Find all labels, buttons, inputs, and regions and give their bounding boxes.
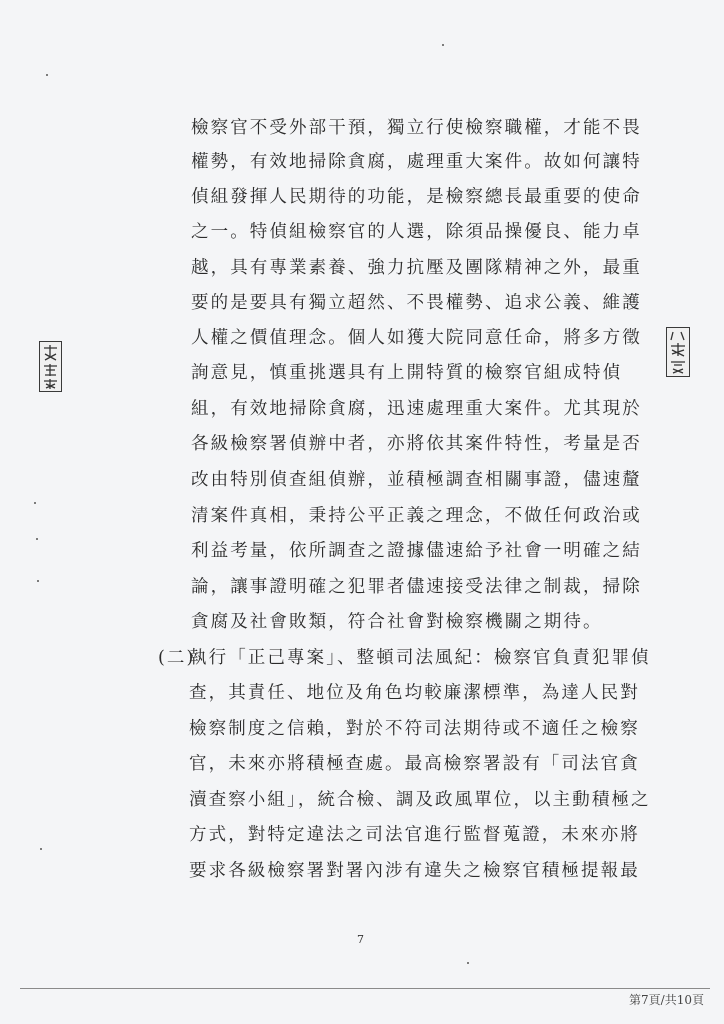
scan-speck	[36, 538, 38, 540]
text-line: 官，未來亦將積極查處。最高檢察署設有「司法官貪	[189, 754, 640, 774]
scan-speck	[467, 962, 469, 964]
text-line: 檢察官不受外部干預，獨立行使檢察職權，才能不畏	[191, 118, 642, 138]
text-line: 詢意見，慎重挑選具有上開特質的檢察官組成特偵	[191, 363, 623, 383]
seal-stamp-left	[39, 341, 62, 392]
text-line: 貪腐及社會敗類，符合社會對檢察機關之期待。	[191, 612, 603, 632]
scan-speck	[46, 74, 48, 76]
scan-speck	[37, 580, 39, 582]
text-line: 組，有效地掃除貪腐，迅速處理重大案件。尤其現於	[191, 399, 642, 419]
text-line: 方式，對特定違法之司法官進行監督蒐證，未來亦將	[189, 825, 640, 845]
footer-divider	[20, 988, 710, 989]
text-line: 改由特別偵查組偵辦，並積極調查相關事證，儘速釐	[191, 470, 642, 490]
item-label: (二)	[158, 648, 196, 668]
text-line: 清案件真相，秉持公平正義之理念，不做任何政治或	[191, 506, 642, 526]
scan-speck	[34, 502, 36, 504]
text-line: 瀆查察小組」，統合檢、調及政風單位，以主動積極之	[189, 790, 651, 810]
scan-speck	[442, 44, 444, 46]
text-line: 之一。特偵組檢察官的人選，除須品操優良、能力卓	[191, 222, 642, 242]
text-line: 查，其責任、地位及角色均較廉潔標準，為達人民對	[189, 683, 640, 703]
text-line: 執行「正己專案」、整頓司法風紀：檢察官負責犯罪偵	[189, 648, 651, 668]
seal-icon	[40, 342, 61, 391]
seal-icon	[667, 328, 689, 376]
scan-speck	[40, 848, 42, 850]
text-line: 偵組發揮人民期待的功能，是檢察總長最重要的使命	[191, 187, 642, 207]
text-line: 人權之價值理念。個人如獲大院同意任命，將多方徵	[191, 328, 642, 348]
page-count-footer: 第7頁/共10頁	[629, 993, 704, 1007]
text-line: 要求各級檢察署對署內涉有違失之檢察官積極提報最	[189, 861, 640, 881]
text-line: 檢察制度之信賴，對於不符司法期待或不適任之檢察	[189, 719, 640, 739]
text-line: 權勢，有效地掃除貪腐，處理重大案件。故如何讓特	[191, 152, 642, 172]
text-line: 論，讓事證明確之犯罪者儘速接受法律之制裁，掃除	[191, 577, 642, 597]
page-number: 7	[357, 933, 364, 946]
text-line: 要的是要具有獨立超然、不畏權勢、追求公義、維護	[191, 293, 642, 313]
seal-stamp-right	[666, 327, 690, 377]
text-line: 利益考量，依所調查之證據儘速給予社會一明確之結	[191, 541, 642, 561]
text-line: 越，具有專業素養、強力抗壓及團隊精神之外，最重	[191, 258, 642, 278]
text-line: 各級檢察署偵辦中者，亦將依其案件特性，考量是否	[191, 434, 642, 454]
